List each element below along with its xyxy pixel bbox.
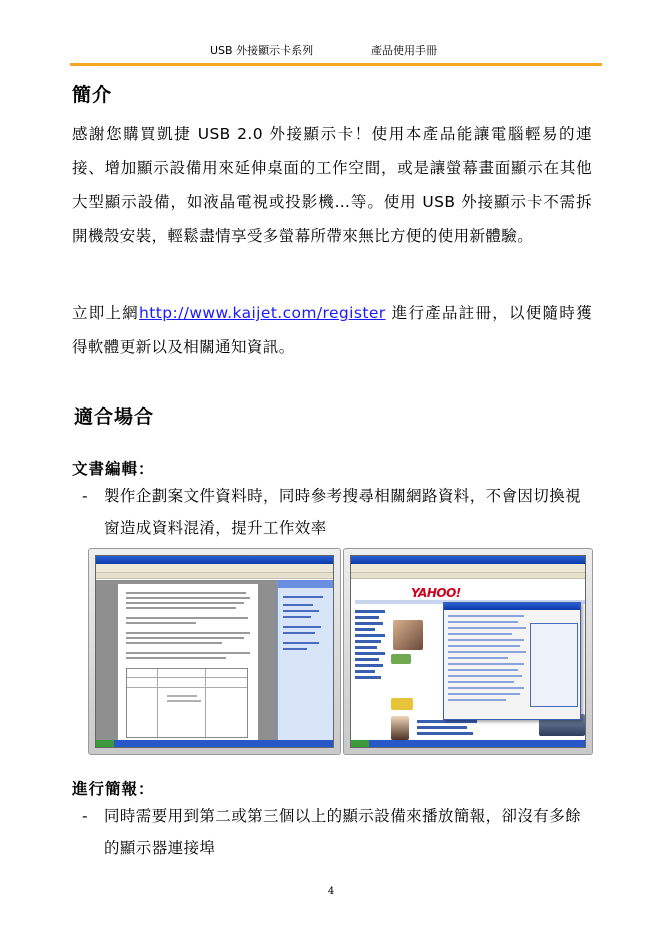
window-toolbar	[96, 564, 333, 573]
presentation-title: 進行簡報：	[72, 780, 155, 798]
document-editing-bullet	[82, 480, 592, 544]
start-button	[351, 740, 369, 747]
intro-heading: 簡介	[72, 84, 113, 106]
bullet-dash: -	[82, 807, 88, 825]
web-page	[351, 580, 585, 740]
page-header	[0, 40, 662, 60]
promo-image	[391, 698, 413, 710]
document-page	[118, 584, 258, 740]
presentation-text: 同時需要用到第二或第三個以上的顯示設備來播放簡報，卻沒有多餘的顯示器連接埠	[104, 807, 582, 857]
web-sidebar-nav	[355, 610, 389, 710]
monitor-document-editor	[88, 548, 341, 755]
person-photo	[391, 716, 409, 740]
presentation-bullet	[82, 800, 592, 864]
taskbar	[351, 740, 585, 747]
register-link[interactable]: http://www.kaijet.com/register	[139, 304, 386, 322]
browser-toolbar	[351, 564, 585, 573]
bullet-dash: -	[82, 487, 88, 505]
message-pane	[530, 623, 578, 707]
document-workspace	[96, 580, 333, 740]
window-titlebar	[96, 556, 333, 564]
header-divider	[70, 63, 602, 66]
page-number: 4	[327, 886, 335, 897]
header-series-title: USB 外接顯示卡系列	[210, 44, 314, 57]
header-manual-title: 產品使用手冊	[371, 44, 437, 57]
register-paragraph	[72, 296, 592, 364]
document-editing-title: 文書編輯：	[72, 460, 155, 478]
ad-banner	[391, 654, 411, 664]
task-pane	[277, 580, 333, 740]
start-button	[96, 740, 114, 747]
browser-address-bar	[351, 573, 585, 579]
monitor-web-browser	[343, 548, 593, 755]
document-editing-text: 製作企劃案文件資料時，同時參考搜尋相關網路資料，不會因切換視窗造成資料混淆，提升工作效率	[104, 487, 582, 537]
register-suffix: 進行產品註冊，以便隨時獲得軟體更新以及相關通知資訊。	[72, 304, 592, 356]
window-formatting-bar	[96, 573, 333, 579]
email-popup-window	[443, 602, 581, 720]
browser-titlebar	[351, 556, 585, 564]
web-browser-screen	[350, 555, 586, 748]
intro-paragraph: 感謝您購買凱捷 USB 2.0 外接顯示卡！使用本產品能讓電腦輕易的連接、增加顯示設備用來延伸桌面的工作空間，或是讓螢幕畫面顯示在其他大型顯示設備，如液晶電視或投影機…等。使用 USB 外接顯示卡不需拆開機殼安裝，輕鬆盡情享受多螢幕所帶來無比方便的使用新體驗。	[72, 125, 592, 245]
register-prefix: 立即上網	[72, 304, 140, 322]
document-editor-screen	[95, 555, 334, 748]
taskbar	[96, 740, 333, 747]
scenarios-heading: 適合場合	[74, 406, 155, 428]
news-photo	[393, 620, 423, 650]
yahoo-logo: YAHOO!	[411, 586, 461, 600]
document-table	[126, 668, 248, 738]
